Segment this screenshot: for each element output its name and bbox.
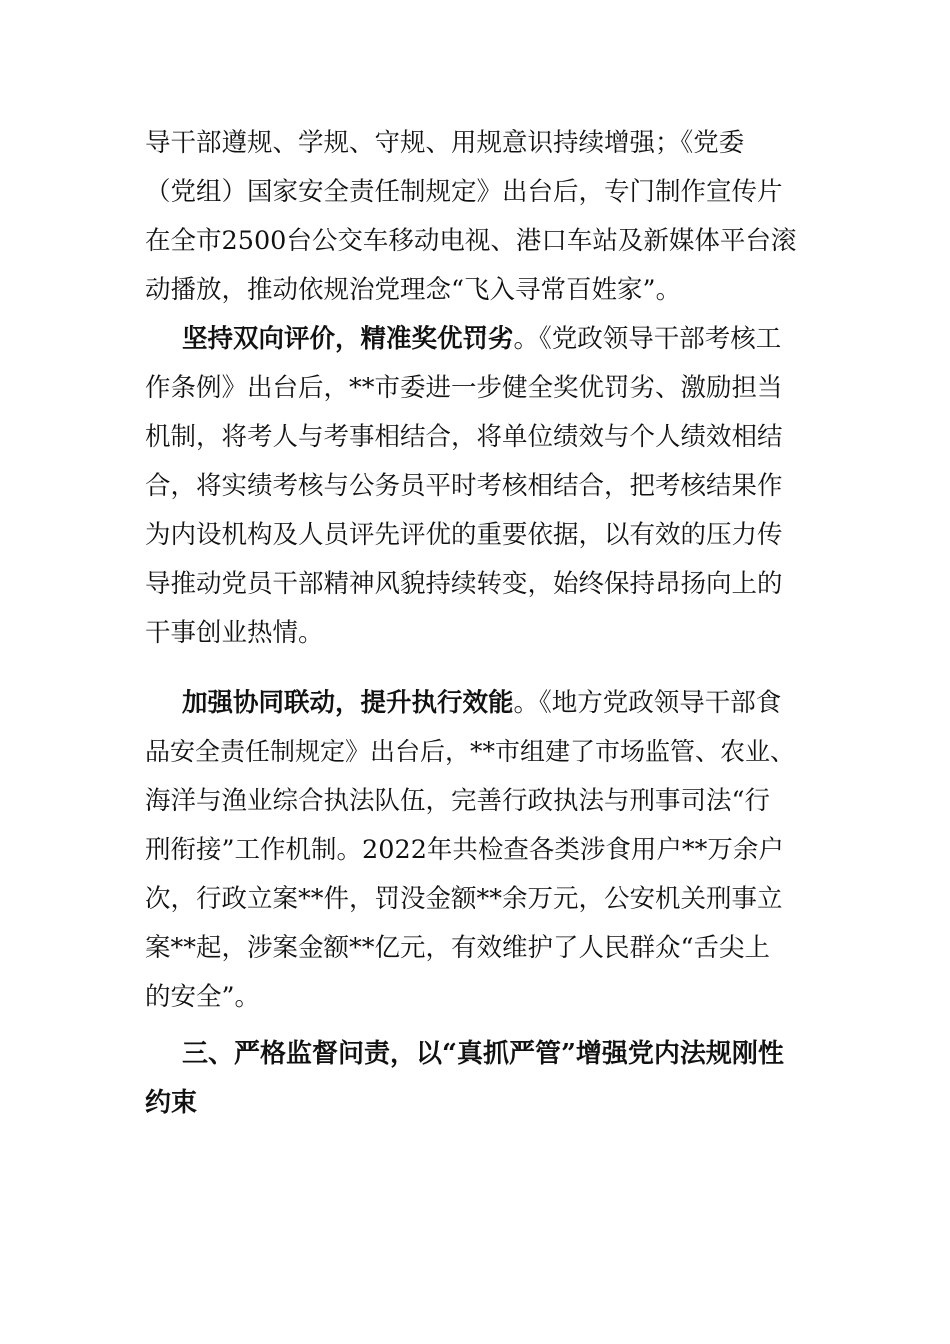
paragraph-3-line-3: 海洋与渔业综合执法队伍，完善行政执法与刑事司法“行 <box>145 786 771 816</box>
paragraph-3-line-2: 品安全责任制规定》出台后，**市组建了市场监管、农业、 <box>145 737 796 766</box>
paragraph-3-first-line <box>182 686 781 720</box>
section-heading-line-1: 三、严格监督问责，以“真抓严管”增强党内法规刚性 <box>182 1039 784 1069</box>
section-heading-line-2: 约束 <box>145 1088 198 1118</box>
paragraph-1-line-2: （党组）国家安全责任制规定》出台后，专门制作宣传片 <box>145 177 783 207</box>
paragraph-2-line-2: 作条例》出台后，**市委进一步健全奖优罚劣、激励担当 <box>145 373 783 403</box>
paragraph-3-lead: 加强协同联动，提升执行效能 <box>182 688 514 718</box>
paragraph-3-line-5: 次，行政立案**件，罚没金额**余万元，公安机关刑事立 <box>145 884 783 914</box>
paragraph-2-line-7: 干事创业热情。 <box>145 618 324 648</box>
paragraph-1-line-1: 导干部遵规、学规、守规、用规意识持续增强；《党委 <box>145 128 745 158</box>
paragraph-1-line-4: 动播放，推动依规治党理念“飞入寻常百姓家”。 <box>145 275 682 305</box>
paragraph-2-first-rest: 。《党政领导干部考核工 <box>513 324 782 354</box>
paragraph-2-lead: 坚持双向评价，精准奖优罚劣 <box>182 324 514 354</box>
paragraph-3-line-4: 刑衔接”工作机制。2022年共检查各类涉食用户**万余户 <box>145 835 784 865</box>
paragraph-3-first-rest: 。《地方党政领导干部食 <box>513 688 782 718</box>
paragraph-2-first-line <box>182 322 781 356</box>
paragraph-2-line-5: 为内设机构及人员评先评优的重要依据，以有效的压力传 <box>145 520 783 550</box>
paragraph-1-line-3: 在全市2500台公交车移动电视、港口车站及新媒体平台滚 <box>145 226 797 256</box>
paragraph-2-line-3: 机制，将考人与考事相结合，将单位绩效与个人绩效相结 <box>145 422 783 452</box>
paragraph-3-line-7: 的安全”。 <box>145 982 261 1012</box>
paragraph-3-line-6: 案**起，涉案金额**亿元，有效维护了人民群众“舌尖上 <box>145 933 771 963</box>
paragraph-2-line-6: 导推动党员干部精神风貌持续转变，始终保持昂扬向上的 <box>145 569 783 599</box>
paragraph-2-line-4: 合，将实绩考核与公务员平时考核相结合，把考核结果作 <box>145 471 783 501</box>
